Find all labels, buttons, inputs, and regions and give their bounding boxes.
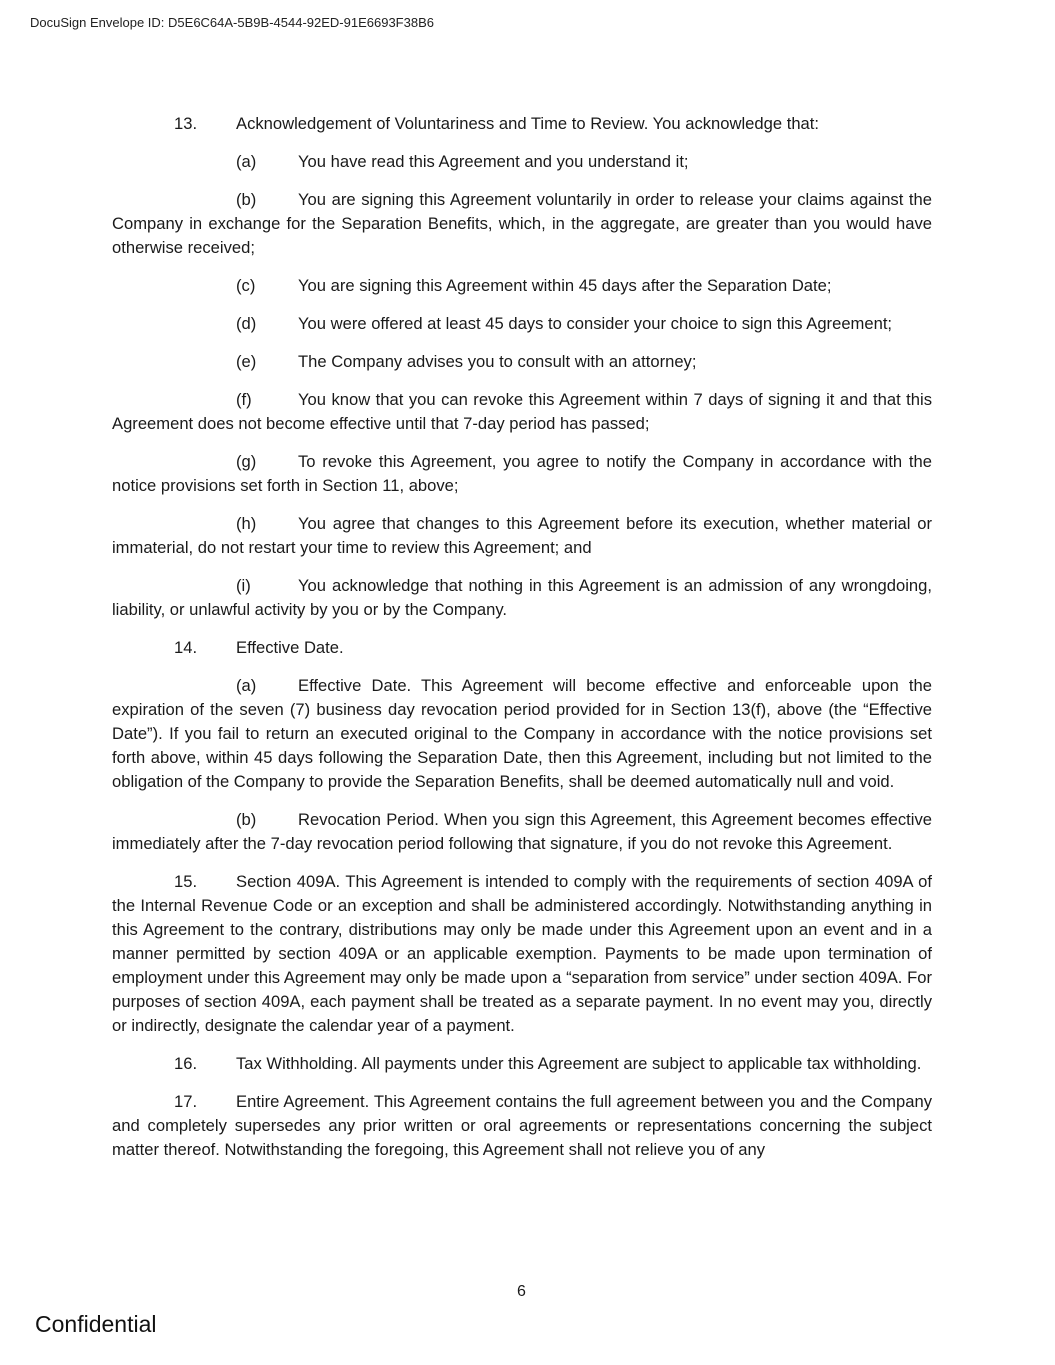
clause-13d bbox=[112, 312, 932, 336]
page-number: 6 bbox=[517, 1283, 526, 1300]
section-16 bbox=[112, 1052, 932, 1076]
section-number: 13. bbox=[174, 114, 198, 133]
section-15 bbox=[112, 870, 932, 1038]
section-text: Entire Agreement. This Agreement contains the full agreement between you and the Company and completely supersedes any prior written or oral agreements or representations concerning the subject matter thereof. Notwithstanding the foregoing, this Agreement shall not relieve you of any bbox=[112, 1092, 932, 1159]
clause-label: (f) bbox=[236, 390, 252, 409]
clause-13e bbox=[112, 350, 932, 374]
section-number: 17. bbox=[174, 1092, 198, 1111]
document-body bbox=[112, 112, 932, 1176]
clause-text: You are signing this Agreement within 45 days after the Separation Date; bbox=[298, 276, 832, 295]
clause-text: To revoke this Agreement, you agree to notify the Company in accordance with the notice provisions set forth in Section 11, above; bbox=[112, 452, 932, 495]
clause-label: (a) bbox=[236, 152, 257, 171]
clause-text: You know that you can revoke this Agreement within 7 days of signing it and that this Agreement does not become effective until that 7-day period has passed; bbox=[112, 390, 932, 433]
clause-label: (e) bbox=[236, 352, 257, 371]
section-number: 14. bbox=[174, 638, 198, 657]
clause-label: (g) bbox=[236, 452, 257, 471]
section-13 bbox=[112, 112, 932, 136]
confidential-label: Confidential bbox=[35, 1311, 157, 1337]
section-text: Section 409A. This Agreement is intended to comply with the requirements of section 409A of the Internal Revenue Code or an exception and shall be administered accordingly. Notwithstanding anything in this Agreement to the contrary, distributions may only be made under this Agreement upon an event and in a manner permitted by section 409A or an applicable exemption. Payments to be made upon termination of employment under this Agreement may only be made upon a “separation from service” under section 409A. For purposes of section 409A, each payment shall be treated as a separate payment. In no event may you, directly or indirectly, designate the calendar year of a payment. bbox=[112, 872, 932, 1035]
clause-13b bbox=[112, 188, 932, 260]
clause-label: (b) bbox=[236, 190, 257, 209]
clause-text: You are signing this Agreement voluntarily in order to release your claims against the Company in exchange for the Separation Benefits, which, in the aggregate, are greater than you would have otherwise received; bbox=[112, 190, 932, 257]
clause-text: You acknowledge that nothing in this Agreement is an admission of any wrongdoing, liability, or unlawful activity by you or by the Company. bbox=[112, 576, 932, 619]
section-14 bbox=[112, 636, 932, 660]
section-number: 15. bbox=[174, 872, 198, 891]
clause-13g bbox=[112, 450, 932, 498]
clause-14a bbox=[112, 674, 932, 794]
section-text: Acknowledgement of Voluntariness and Time to Review. You acknowledge that: bbox=[236, 114, 819, 133]
clause-14b bbox=[112, 808, 932, 856]
clause-text: You have read this Agreement and you understand it; bbox=[298, 152, 689, 171]
section-17 bbox=[112, 1090, 932, 1162]
clause-text: Effective Date. This Agreement will become effective and enforceable upon the expiration of the seven (7) business day revocation period provided for in Section 13(f), above (the “Effective Date”). If you fail to return an executed original to the Company in accordance with the notice provisions set forth above, within 45 days following the Separation Date, then this Agreement, including but not limited to the obligation of the Company to provide the Separation Benefits, shall be deemed automatically null and void. bbox=[112, 676, 932, 791]
clause-text: You were offered at least 45 days to consider your choice to sign this Agreement; bbox=[298, 314, 893, 333]
clause-label: (h) bbox=[236, 514, 257, 533]
envelope-id: DocuSign Envelope ID: D5E6C64A-5B9B-4544-92ED-91E6693F38B6 bbox=[30, 15, 434, 30]
section-text: Tax Withholding. All payments under this Agreement are subject to applicable tax withholding. bbox=[236, 1054, 922, 1073]
clause-text: Revocation Period. When you sign this Agreement, this Agreement becomes effective immediately after the 7-day revocation period following that signature, if you do not revoke this Agreement. bbox=[112, 810, 932, 853]
clause-13f bbox=[112, 388, 932, 436]
clause-13h bbox=[112, 512, 932, 560]
clause-text: You agree that changes to this Agreement before its execution, whether material or immaterial, do not restart your time to review this Agreement; and bbox=[112, 514, 932, 557]
clause-label: (b) bbox=[236, 810, 257, 829]
clause-13a bbox=[112, 150, 932, 174]
clause-13c bbox=[112, 274, 932, 298]
section-text: Effective Date. bbox=[236, 638, 344, 657]
clause-label: (i) bbox=[236, 576, 251, 595]
clause-label: (a) bbox=[236, 676, 257, 695]
clause-label: (d) bbox=[236, 314, 257, 333]
clause-label: (c) bbox=[236, 276, 256, 295]
clause-text: The Company advises you to consult with an attorney; bbox=[298, 352, 697, 371]
section-number: 16. bbox=[174, 1054, 198, 1073]
clause-13i bbox=[112, 574, 932, 622]
